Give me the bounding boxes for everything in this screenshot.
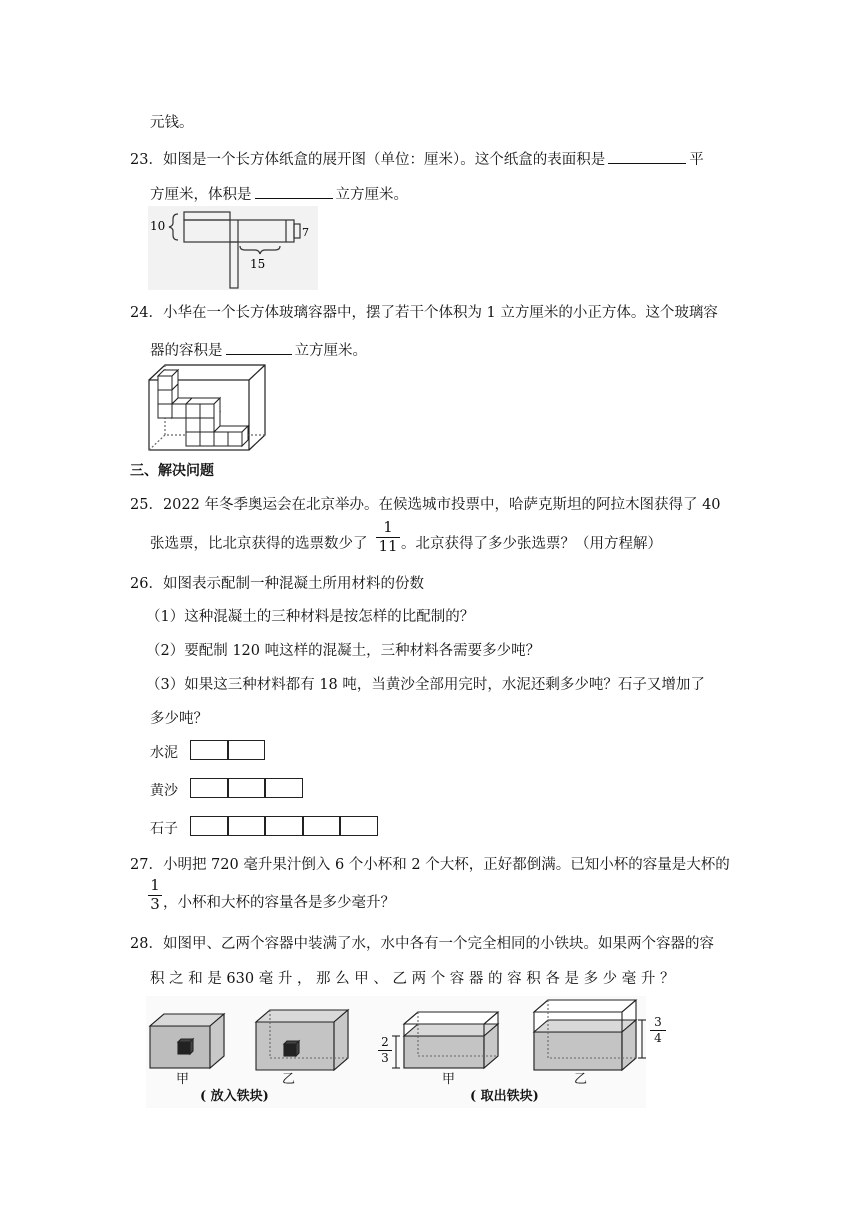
fig28-right-denominator: 4 <box>654 1030 662 1045</box>
fig23-label-7: 7 <box>302 226 309 239</box>
q27-fraction-numerator: 1 <box>150 876 160 894</box>
q23-line2 <box>150 185 408 203</box>
ratio-part-box <box>190 778 228 798</box>
q25-line2-end: 。北京获得了多少张选票？（用方程解） <box>401 536 662 552</box>
q23-text: 23．如图是一个长方体纸盒的展开图（单位：厘米）。这个纸盒的表面积是 <box>130 152 606 168</box>
fig23-label-10: 10 <box>150 219 166 233</box>
fig28-caption-out: ( 取出铁块) <box>470 1089 539 1104</box>
fig28-caption-in: ( 放入铁块) <box>200 1089 269 1104</box>
ratio-row-label: 水泥 <box>150 745 178 761</box>
q24-line1: 24．小华在一个长方体玻璃容器中，摆了若干个体积为 1 立方厘米的小正方体。这个玻璃容 <box>130 305 718 321</box>
previous-question-tail: 元钱。 <box>150 115 194 131</box>
fig23-label-15: 15 <box>250 257 266 271</box>
q24-line2 <box>150 341 367 359</box>
ratio-part-box <box>228 816 266 836</box>
fig28-fraction-left <box>378 1036 392 1064</box>
fig28-right-numerator: 3 <box>654 1015 662 1029</box>
ratio-part-box <box>265 816 303 836</box>
fig28-label-yi-2: 乙 <box>574 1072 588 1087</box>
ratio-part-box <box>265 778 303 798</box>
q27-line2: ，小杯和大杯的容量各是多少毫升？ <box>163 895 395 911</box>
q23-text-2: 方厘米，体积是 <box>150 187 252 203</box>
fig28-fraction-right <box>650 1016 666 1044</box>
figure-glass-container <box>146 362 268 452</box>
q23-line1 <box>130 150 704 168</box>
fig28-label-yi-1: 乙 <box>282 1072 296 1087</box>
fig28-label-jia-2: 甲 <box>442 1072 456 1087</box>
ratio-row-label: 石子 <box>150 821 178 837</box>
q23-text-2-end: 立方厘米。 <box>335 187 408 203</box>
ratio-part-box <box>303 816 341 836</box>
ratio-part-box <box>340 816 378 836</box>
q25-line2-text: 张选票，比北京获得的选票数少了 <box>150 536 368 552</box>
q27-fraction <box>148 878 162 913</box>
ratio-part-box <box>228 778 266 798</box>
figure-ratio-bars <box>150 740 390 840</box>
q26-sub3-cont: 多少吨？ <box>150 711 208 727</box>
q26-line1: 26．如图表示配制一种混凝土所用材料的份数 <box>130 576 424 592</box>
q25-fraction-denominator: 11 <box>378 536 398 555</box>
q25-line1: 25．2022 年冬季奥运会在北京举办。在候选城市投票中，哈萨克斯坦的阿拉木图获得了 40 <box>130 497 721 513</box>
q24-text-2-end: 立方厘米。 <box>294 343 367 359</box>
q28-line1: 28．如图甲、乙两个容器中装满了水，水中各有一个完全相同的小铁块。如果两个容器的容 <box>130 936 714 952</box>
q27-line1: 27．小明把 720 毫升果汁倒入 6 个小杯和 2 个大杯，正好都倒满。已知小杯的容量是大杯的 <box>130 857 730 873</box>
q26-sub1: （1）这种混凝土的三种材料是按怎样的比配制的？ <box>146 609 475 625</box>
ratio-row-label: 黄沙 <box>150 783 178 799</box>
fig28-label-jia-1: 甲 <box>176 1072 190 1087</box>
ratio-part-box <box>190 816 228 836</box>
q24-blank[interactable] <box>226 341 292 355</box>
q23-blank-area[interactable] <box>608 150 686 164</box>
fig28-left-denominator: 3 <box>381 1050 389 1065</box>
q25-fraction-numerator: 1 <box>383 518 393 536</box>
q23-blank-volume[interactable] <box>255 185 333 199</box>
q25-fraction <box>376 520 400 555</box>
q28-line2: 积 之 和 是 630 毫 升 ， 那 么 甲 、 乙 两 个 容 器 的 容 积 各 是 多 少 毫 升 ？ <box>150 971 675 987</box>
section-heading: 三、解决问题 <box>130 463 214 479</box>
q26-sub3: （3）如果这三种材料都有 18 吨，当黄沙全部用完时，水泥还剩多少吨？石子又增加了 <box>146 677 705 693</box>
q27-fraction-denominator: 3 <box>150 894 160 913</box>
ratio-part-box <box>228 740 266 760</box>
figure-box-net <box>148 206 318 290</box>
q23-text-end: 平 <box>689 152 704 168</box>
q26-sub2: （2）要配制 120 吨这样的混凝土，三种材料各需要多少吨？ <box>146 643 541 659</box>
q24-text-2: 器的容积是 <box>150 343 223 359</box>
fig28-left-numerator: 2 <box>381 1035 389 1049</box>
ratio-part-box <box>190 740 228 760</box>
